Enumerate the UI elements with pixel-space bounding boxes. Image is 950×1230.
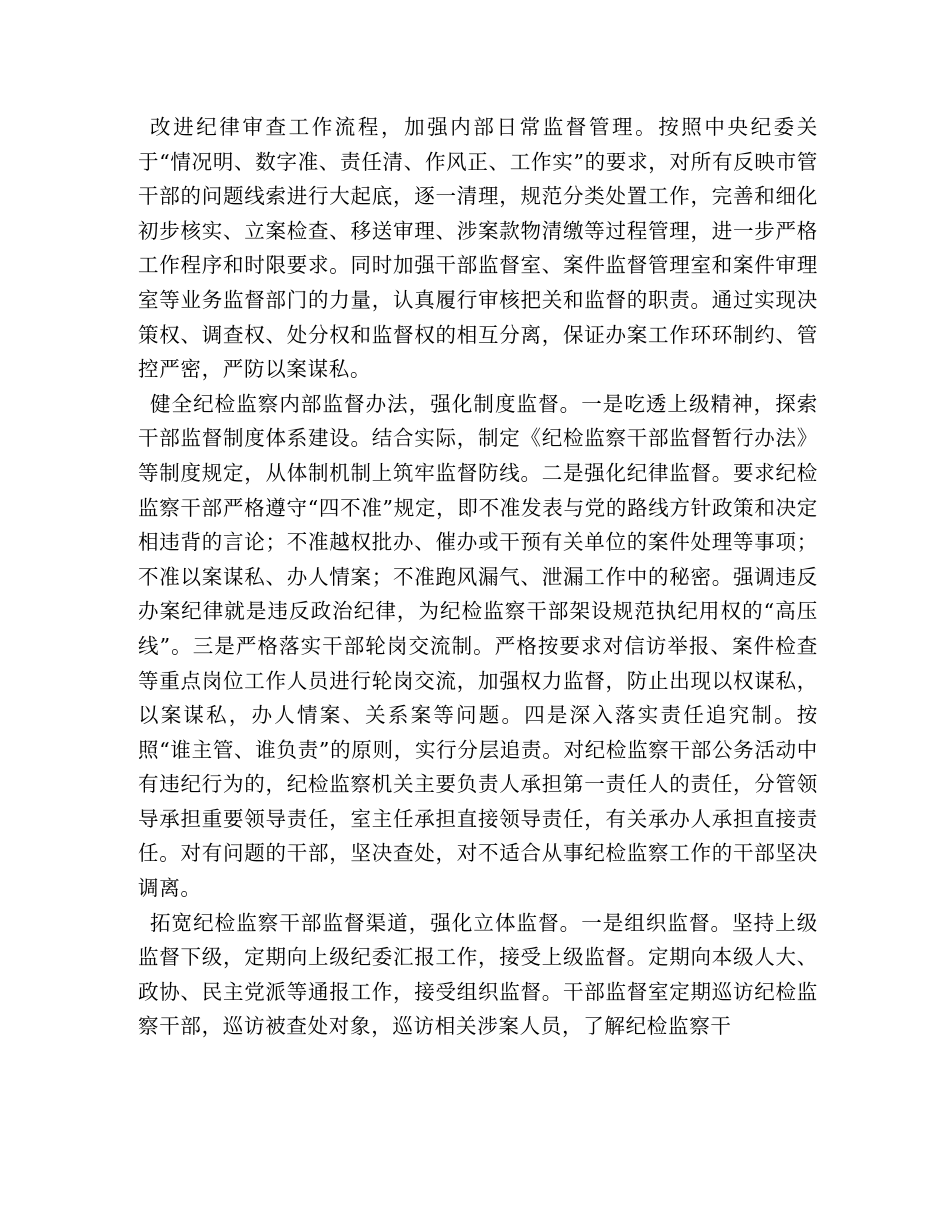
paragraph-internal-supervision: 健全纪检监察内部监督办法，强化制度监督。一是吃透上级精神，探索干部监督制度体系建设。结合实际，制定《纪检监察干部监督暂行办法》等制度规定，从体制机制上筑牢监督防线。二是强化纪律监督。要求纪检监察干部严格遵守“四不准”规定，即不准发表与党的路线方针政策和决定相违背的言论；不准越权批办、催办或干预有关单位的案件处理等事项；不准以案谋私、办人情案；不准跑风漏气、泄漏工作中的秘密。强调违反办案纪律就是违反政治纪律，为纪检监察干部架设规范执纪用权的“高压线”。三是严格落实干部轮岗交流制。严格按要求对信访举报、案件检查等重点岗位工作人员进行轮岗交流，加强权力监督，防止出现以权谋私，以案谋私，办人情案、关系案等问题。四是深入落实责任追究制。按照“谁主管、谁负责”的原则，实行分层追责。对纪检监察干部公务活动中有违纪行为的，纪检监察机关主要负责人承担第一责任人的责任，分管领导承担重要领导责任，室主任承担直接领导责任，有关承办人承担直接责任。对有问题的干部，坚决查处，对不适合从事纪检监察工作的干部坚决调离。 bbox=[138, 391, 818, 901]
document-page bbox=[138, 110, 818, 1044]
paragraph-review-process: 改进纪律审查工作流程，加强内部日常监督管理。按照中央纪委关于“情况明、数字准、责任清、作风正、工作实”的要求，对所有反映市管干部的问题线索进行大起底，逐一清理，规范分类处置工作，完善和细化初步核实、立案检查、移送审理、涉案款物清缴等过程管理，进一步严格工作程序和时限要求。同时加强干部监督室、案件监督管理室和案件审理室等业务监督部门的力量，认真履行审核把关和监督的职责。通过实现决策权、调查权、处分权和监督权的相互分离，保证办案工作环环制约、管控严密，严防以案谋私。 bbox=[138, 115, 818, 382]
paragraph-supervision-channels: 拓宽纪检监察干部监督渠道，强化立体监督。一是组织监督。坚持上级监督下级，定期向上级纪委汇报工作，接受上级监督。定期向本级人大、政协、民主党派等通报工作，接受组织监督。干部监督室定期巡访纪检监察干部，巡访被查处对象，巡访相关涉案人员，了解纪检监察干 bbox=[138, 910, 818, 1039]
